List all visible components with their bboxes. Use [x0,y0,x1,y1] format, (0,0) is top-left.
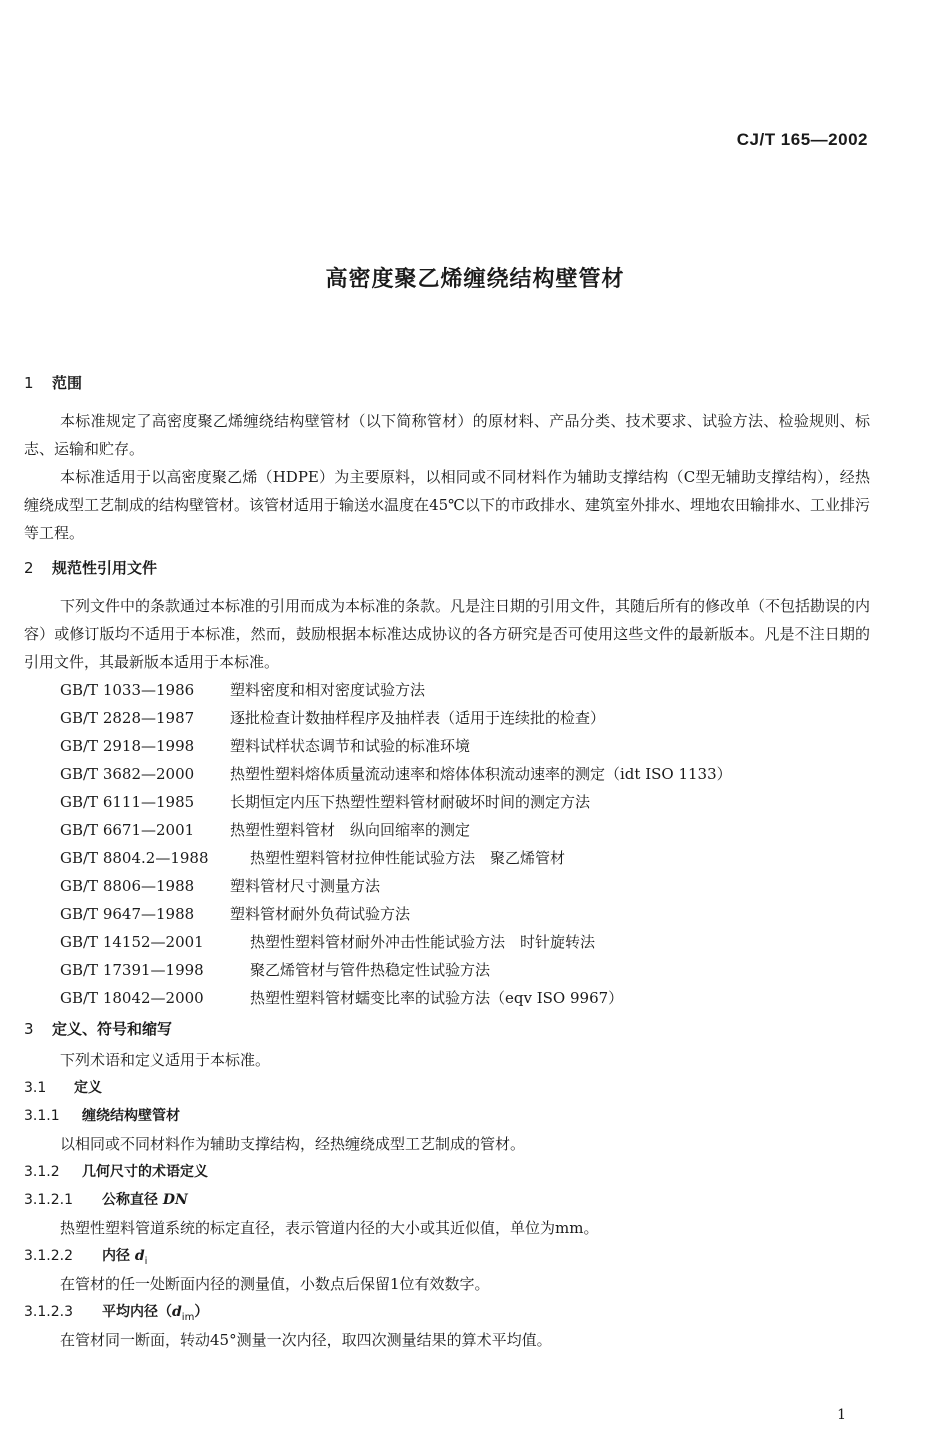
reference-item [24,760,870,788]
reference-item [24,844,870,872]
subsection-title: 定义 [74,1080,102,1096]
subsection-number: 3.1.2.3 [24,1304,73,1320]
subsection-3-1-2-1-heading [24,1186,870,1214]
subsection-number: 3.1.2.1 [24,1192,73,1208]
subsection-3-1-2-heading [24,1158,870,1186]
subsection-number: 3.1 [24,1080,47,1096]
subsection-title: 几何尺寸的术语定义 [82,1164,208,1180]
reference-title: 热塑性塑料管材耐外冲击性能试验方法 时针旋转法 [250,933,596,951]
reference-item [24,928,870,956]
reference-code: GB/T 3682—2000 [60,765,195,783]
reference-item [24,732,870,760]
reference-title: 长期恒定内压下热塑性塑料管材耐破坏时间的测定方法 [230,793,591,811]
subsection-title: 缠绕结构壁管材 [82,1108,180,1124]
section-number: 2 [24,559,34,577]
subsection-3-1-1-text: 以相同或不同材料作为辅助支撑结构，经热缠绕成型工艺制成的管材。 [60,1135,526,1153]
reference-title: 热塑性塑料管材拉伸性能试验方法 聚乙烯管材 [250,849,566,867]
close-paren: ） [194,1304,209,1320]
reference-code: GB/T 8804.2—1988 [60,849,209,867]
document-title: 高密度聚乙烯缠绕结构壁管材 [325,267,625,292]
section-1-paragraph-1: 本标准规定了高密度聚乙烯缠绕结构壁管材（以下简称管材）的原材料、产品分类、技术要求、试验方法、检验规则、标志、运输和贮存。 [24,412,870,458]
subsection-3-1-2-1-text: 热塑性塑料管道系统的标定直径，表示管道内径的大小或其近似值，单位为mm。 [60,1219,599,1237]
section-title: 定义、符号和缩写 [52,1020,173,1038]
subsection-number: 3.1.1 [24,1108,60,1124]
symbol: d [172,1304,182,1320]
subsection-3-1-1-heading [24,1102,870,1130]
reference-title: 塑料试样状态调节和试验的标准环境 [230,737,471,755]
section-2-heading [24,557,870,579]
reference-code: GB/T 1033—1986 [60,681,195,699]
reference-code: GB/T 6111—1985 [60,793,195,811]
reference-item [24,900,870,928]
subsection-number: 3.1.2.2 [24,1248,73,1264]
section-title: 规范性引用文件 [52,559,158,577]
symbol: DN [162,1192,188,1208]
reference-title: 塑料密度和相对密度试验方法 [230,681,426,699]
reference-title: 热塑性塑料熔体质量流动速率和熔体体积流动速率的测定（idt ISO 1133） [230,765,732,783]
reference-code: GB/T 18042—2000 [60,989,204,1007]
reference-title: 逐批检查计数抽样程序及抽样表（适用于连续批的检查） [230,709,606,727]
reference-item [24,816,870,844]
subsection-3-1-2-2-text: 在管材的任一处断面内径的测量值，小数点后保留1位有效数字。 [60,1275,490,1293]
reference-code: GB/T 9647—1988 [60,905,195,923]
reference-code: GB/T 2828—1987 [60,709,195,727]
reference-item [24,788,870,816]
section-2-paragraph: 下列文件中的条款通过本标准的引用而成为本标准的条款。凡是注日期的引用文件，其随后所有的修改单（不包括勘误的内容）或修订版均不适用于本标准，然而，鼓励根据本标准达成协议的各方研究是否可使用这些文件的最新版本。凡是不注日期的引用文件，其最新版本适用于本标准。 [24,597,871,671]
symbol-subscript: i [144,1255,148,1267]
reference-title: 热塑性塑料管材蠕变比率的试验方法（eqv ISO 9967） [250,989,624,1007]
reference-item [24,956,870,984]
section-number: 3 [24,1020,34,1038]
subsection-title: 平均内径 [102,1304,158,1320]
reference-list [24,676,870,1012]
subsection-3-1-2-3-text: 在管材同一断面，转动45°测量一次内径，取四次测量结果的算术平均值。 [60,1331,552,1349]
reference-code: GB/T 8806—1988 [60,877,195,895]
symbol-subscript: im [181,1311,195,1323]
subsection-title: 内径 [102,1248,130,1264]
section-title: 范围 [52,374,83,392]
section-3-heading [24,1018,870,1040]
reference-item [24,704,870,732]
open-paren: （ [158,1304,172,1320]
reference-code: GB/T 14152—2001 [60,933,204,951]
subsection-3-1-2-2-heading [24,1242,870,1270]
subsection-3-1-heading [24,1074,870,1102]
reference-code: GB/T 2918—1998 [60,737,195,755]
page-number: 1 [837,1407,846,1423]
reference-title: 塑料管材耐外负荷试验方法 [230,905,411,923]
reference-title: 聚乙烯管材与管件热稳定性试验方法 [250,961,491,979]
section-3-intro: 下列术语和定义适用于本标准。 [60,1051,271,1069]
symbol: d [134,1248,145,1264]
reference-title: 热塑性塑料管材 纵向回缩率的测定 [230,821,471,839]
reference-item [24,872,870,900]
reference-code: GB/T 17391—1998 [60,961,204,979]
subsection-number: 3.1.2 [24,1164,60,1180]
reference-item [24,676,870,704]
document-body [24,372,870,1354]
section-1-paragraph-2: 本标准适用于以高密度聚乙烯（HDPE）为主要原料，以相同或不同材料作为辅助支撑结构（C型无辅助支撑结构），经热缠绕成型工艺制成的结构壁管材。该管材适用于输送水温度在45℃以下的市政排水、建筑室外排水、埋地农田输排水、工业排污等工程。 [24,468,870,542]
subsection-title: 公称直径 [102,1192,158,1208]
section-number: 1 [24,374,34,392]
reference-title: 塑料管材尺寸测量方法 [230,877,381,895]
reference-code: GB/T 6671—2001 [60,821,195,839]
subsection-3-1-2-3-heading [24,1298,870,1326]
section-1-heading [24,372,870,394]
standard-code: CJ/T 165—2002 [736,130,868,149]
reference-item [24,984,870,1012]
